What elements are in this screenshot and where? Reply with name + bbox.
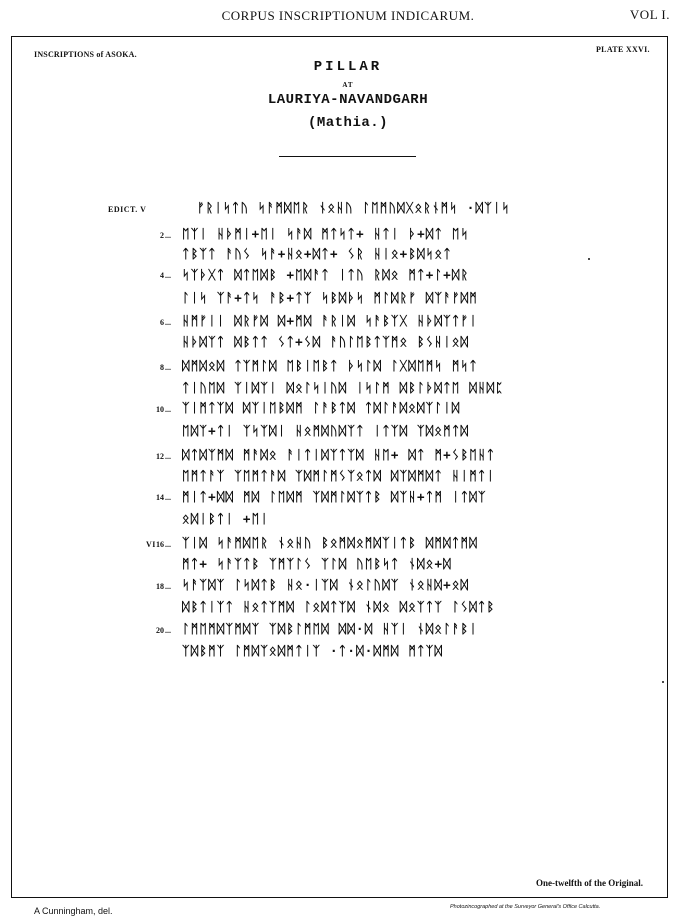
inscription-line: ᛚᛗᛖᛗᛞᛉᛗᛞᛉ ᛉᛞᛒᛚᛗᛖᛞ ᛞᛞ·ᛞ ᚺᛉᛁ ᚾᛞᛟᛚᚨᛒᛁ [182,621,478,636]
inscription-line: ᚺᚦᛞᛉᛏ ᛞᛒᛏᛏ ᛊᛏ+ᛊᛞ ᚨᚢᛚᛖᛒᛏᛉᛗᛟ ᛒᛊᚺᛁᛟᛞ [182,334,470,349]
plate-title: PILLAR [313,59,383,75]
inscription-line: ᛞᛏᛞᛉᛗᛞ ᛗᚨᛞᛟ ᚨᛁᛏᛁᛞᛉᛏᛉᛞ ᚺᛖ+ ᛞᛏ ᛗ+ᛊᛒᛖᚺᛏ [182,447,496,462]
inscription-line: ᛋᛉᚦᚷᛏ ᛞᛏᛖᛞᛒ +ᛖᛞᚨᛏ ᛁᛏᚢ ᚱᛞᛟ ᛗᛏ+ᛚ+ᛞᚱ [182,267,470,282]
edict-label-vi: VI [146,540,156,549]
inscription-line: ᛋᚨᛉᛞᛉ ᛚᛋᛞᛏᛒ ᚺᛟ·ᛁᛉᛞ ᚾᛟᛚᚢᛞᛉ ᚾᛟᚺᛞ+ᛟᛞ [182,577,470,592]
printer-credit: Photozincographed at the Surveyor General's Office Calcutta. [450,904,601,910]
inscription-line: ᛟᛞᛁᛒᛏᛁ +ᛖᛁ [182,511,270,526]
inscription-line: ᛖᛉᛁ ᚺᚦᛗᛁ+ᛖᛁ ᛋᚨᛞ ᛗᛏᛋᛏ+ ᚺᛏᛁ ᚦ+ᛞᛏ ᛖᛋ [182,226,470,241]
inscription-line: ᛗᛏ+ ᛋᚨᛉᛏᛒ ᛉᛗᛉᛚᛊ ᛉᛚᛞ ᚢᛖᛒᛋᛏ ᚾᛞᛟ+ᛞ [182,556,452,571]
series-label: INSCRIPTIONS of ASOKA. [34,50,137,59]
line-number: 14 ... [141,493,171,502]
inscription-line: ᛞᛒᛏᛁᛉᛏ ᚺᛟᛏᛉᛗᛞ ᛚᛟᛞᛏᛉᛞ ᚾᛞᛟ ᛞᛟᛉᛏᛉ ᛚᛊᛞᛏᛒ [182,599,496,614]
line-number: 16 ... [141,540,171,549]
inscription-line: ᛏᛒᛉᛏ ᚨᚢᛊ ᛋᚨ+ᚺᛟ+ᛞᛏ+ ᛊᚱ ᚺᛁᛟ+ᛒᛞᛋᛟᛏ [182,246,452,261]
inscription-line: ᚺᛗᚠᛁᛁ ᛞᚱᚠᛞ ᛞ+ᛗᛞ ᚨᚱᛁᛞ ᛋᚨᛒᛉᚷ ᚺᚦᛞᛉᛏᚠᛁ [182,313,478,328]
inscription-line: ᛞᛗᛞᛟᛞ ᛏᛉᛗᛚᛞ ᛖᛒᛁᛖᛒᛏ ᚦᛋᛚᛞ ᛚᚷᛞᛖᛗᛋ ᛗᛋᛏ [182,358,478,373]
line-number: 10 ... [141,405,171,414]
draughtsman-credit: A Cunningham, del. [34,906,113,916]
title-rule [279,156,416,157]
line-number: 12 ... [141,452,171,461]
running-title: CORPUS INSCRIPTIONUM INDICARUM. [221,8,475,23]
inscription-line: ᛖᛞᛉ+ᛏᛁ ᛉᛋᛉᛞᛁ ᚺᛟᛗᛞᚢᛞᛉᛏ ᛁᛏᛉᛞ ᛉᛞᛟᛗᛏᛞ [182,423,470,438]
speck [588,258,590,260]
plate-alt-name: (Mathia.) [307,115,389,131]
plate-title-preposition: AT [342,81,354,89]
line-number: 2 ... [141,231,171,240]
line-number: 20 ... [141,626,171,635]
inscription-line: ᛚᛁᛋ ᛉᚨ+ᛏᛋ ᚨᛒ+ᛏᛉ ᛋᛒᛞᚦᛋ ᛗᛚᛞᚱᚠ ᛞᛉᚨᚠᛞᛗ [182,290,478,305]
inscription-line: ᛉᛞᛒᛗᛉ ᛚᛗᛞᛉᛟᛞᛗᛏᛁᛉ ·ᛏ·ᛞ·ᛞᛗᛞ ᛗᛏᛉᛞ [182,643,444,658]
inscription-line: ᛉᛁᛗᛏᛉᛞ ᛞᛉᛁᛖᛒᛞᛗ ᛚᚨᛒᛏᛞ ᛏᛞᛚᚨᛞᛟᛞᛉᛚᛁᛞ [182,400,461,415]
inscription-line: ᛗᛁᛏ+ᛞᛞ ᛗᛞ ᛚᛖᛞᛗ ᛉᛞᛗᛚᛞᛉᛏᛒ ᛞᛉᚺ+ᛏᛗ ᛁᛏᛞᛉ [182,489,487,504]
plate-number: PLATE XXVI. [596,45,650,54]
line-number: 8 ... [141,363,171,372]
inscription-line: ᛖᛗᛏᚨᛉ ᛉᛖᛗᛏᚨᛞ ᛉᛞᛗᛚᛗᛊᛉᛟᛏᛞ ᛞᛉᛞᛗᛞᛏ ᚺᛁᛗᛏᛁ [182,468,496,483]
line-number: 4 ... [141,271,171,280]
volume-number: VOL I. [629,7,670,22]
inscription-line: ᛉᛁᛞ ᛋᚨᛗᛞᛖᚱ ᚾᛟᚺᚢ ᛒᛟᛗᛞᛟᛗᛞᛉᛁᛏᛒ ᛞᛗᛞᛏᛗᛞ [182,535,478,550]
line-number: 6 ... [141,318,171,327]
plate-frame [11,36,668,898]
plate-place: LAURIYA-NAVANDGARH [267,92,429,108]
inscription-line: ᛏᛁᚢᛖᛞ ᛉᛁᛞᛉᛁ ᛞᛟᛚᛋᛁᚢᛞ ᛁᛋᛚᛗ ᛞᛒᛚᚦᛞᛏᛖ ᛞᚺᛞᛈ [182,380,505,395]
speck [662,681,664,683]
inscription-line: ᚠᚱᛁᛋᛏᚢ ᛋᚨᛗᛞᛖᚱ ᚾᛟᚺᚢ ᛚᛖᛗᚢᛞᚷᛟᚱᚾᛗᛋ ·ᛞᛉᛁᛋ [197,200,511,215]
line-number: 18 ... [141,582,171,591]
scale-note: One-twelfth of the Original. [536,878,643,888]
edict-label-v: EDICT. V [108,205,147,214]
